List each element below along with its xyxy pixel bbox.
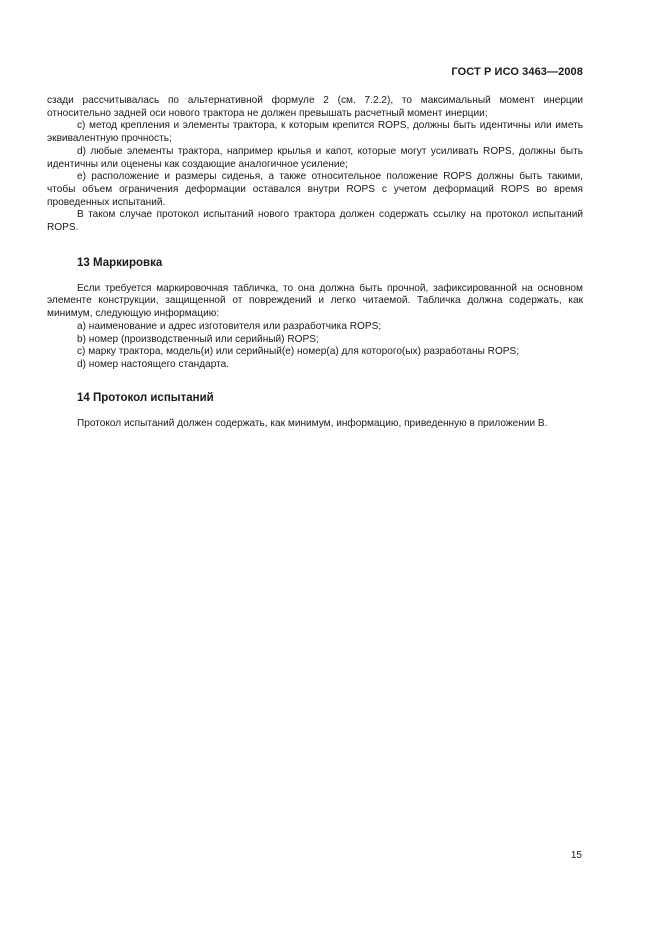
document-body	[47, 95, 583, 430]
closing-paragraph: В таком случае протокол испытаний нового трактора должен содержать ссылку на протокол испытаний ROPS.	[47, 209, 583, 234]
section-13-item-d: d) номер настоящего стандарта.	[77, 358, 230, 370]
section-13-title: 13 Маркировка	[77, 256, 163, 269]
section-13-intro: Если требуется маркировочная табличка, то она должна быть прочной, зафиксированной на основном элементе конструкции, защищенной от повреждений и легко читаемой. Табличка должна содержать, как минимум, следующую информацию:	[47, 282, 583, 320]
list-item-e: e) расположение и размеры сиденья, а также относительное положение ROPS должны быть такими, чтобы объем ограничения деформации оставался внутри ROPS с учетом деформаций ROPS во время проведенных испытаний.	[47, 171, 583, 208]
page-number: 15	[570, 850, 582, 861]
list-item-c: c) метод крепления и элементы трактора, к которым крепится ROPS, должны быть идентичны или иметь эквивалентную прочность;	[47, 120, 583, 145]
section-14-text: Протокол испытаний должен содержать, как минимум, информацию, приведенную в приложении В.	[77, 417, 548, 429]
continuation-paragraph: сзади рассчитывалась по альтернативной формуле 2 (см. 7.2.2), то максимальный момент инерции относительно задней оси нового трактора не должен превышать расчетный момент инерции;	[47, 95, 583, 119]
section-14-title: 14 Протокол испытаний	[77, 391, 214, 404]
document-header: ГОСТ Р ИСО 3463—2008	[451, 66, 583, 78]
section-13-item-b: b) номер (производственный или серийный) ROPS;	[77, 333, 319, 345]
list-item-d: d) любые элементы трактора, например крылья и капот, которые могут усиливать ROPS, должны быть идентичны или оценены как создающие аналогичное усиление;	[47, 145, 583, 170]
section-13-item-a: a) наименование и адрес изготовителя или разработчика ROPS;	[77, 320, 382, 332]
section-13-item-c: c) марку трактора, модель(и) или серийный(е) номер(а) для которого(ых) разработаны ROPS;	[77, 346, 520, 358]
